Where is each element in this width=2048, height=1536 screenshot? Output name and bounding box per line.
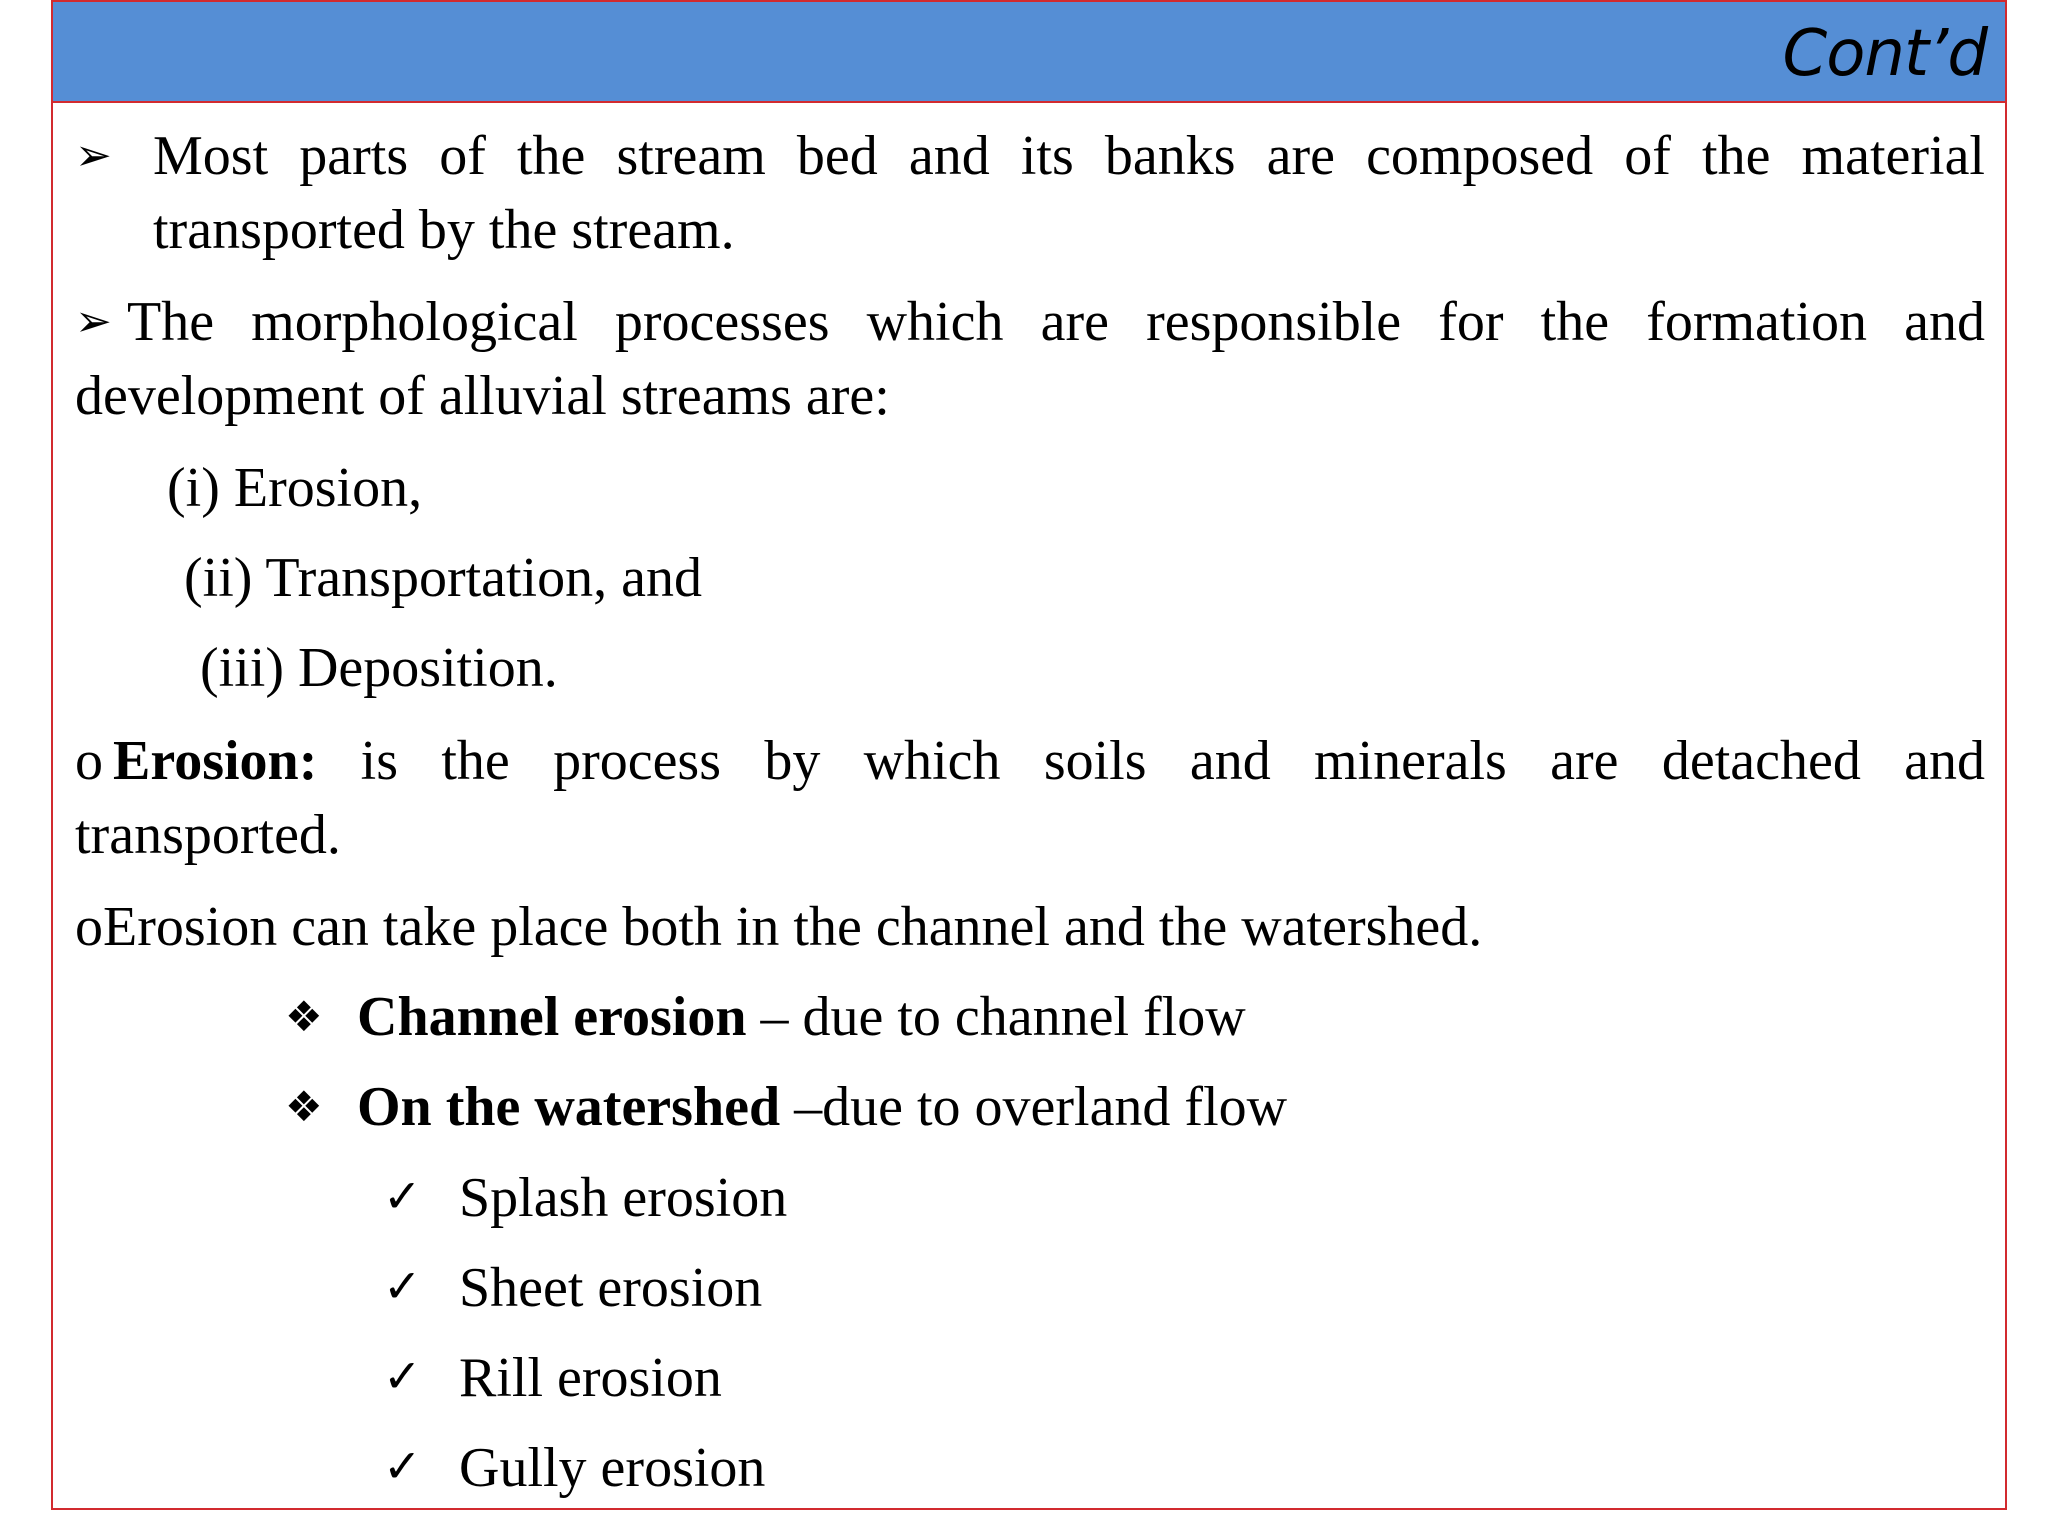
slide-content bbox=[53, 2, 2005, 1508]
erosion-type-term: Channel erosion bbox=[357, 986, 747, 1048]
erosion-definition-line-2: transported. bbox=[75, 804, 341, 866]
paragraph-2-line-1: The morphological processes which are responsible for the formation and bbox=[127, 291, 1985, 353]
diamond-bullet-icon: ❖ bbox=[285, 992, 323, 1041]
process-item: (i) Erosion, bbox=[167, 457, 423, 519]
watershed-erosion-label: Gully erosion bbox=[459, 1437, 766, 1499]
erosion-definition-text: is the process by which soils and minerals are detached and bbox=[317, 730, 1985, 792]
paragraph-2-line-2: development of alluvial streams are: bbox=[75, 365, 890, 427]
watershed-erosion-label: Sheet erosion bbox=[459, 1257, 763, 1319]
paragraph-1-line-1: Most parts of the stream bed and its banks are composed of the material bbox=[153, 125, 1985, 187]
check-bullet-icon: ✓ bbox=[383, 1439, 422, 1493]
check-bullet-icon: ✓ bbox=[383, 1349, 422, 1403]
paragraph-1-line-2: transported by the stream. bbox=[153, 199, 735, 261]
slide bbox=[51, 0, 2007, 1510]
process-item: (iii) Deposition. bbox=[200, 637, 558, 699]
erosion-type-text bbox=[357, 985, 1246, 1049]
erosion-location-row bbox=[75, 895, 1482, 959]
circle-bullet-icon: o bbox=[75, 896, 103, 958]
erosion-type-desc: –due to overland flow bbox=[780, 1076, 1288, 1138]
arrow-bullet-icon: ➢ bbox=[75, 130, 112, 181]
slide-title: Cont’d bbox=[1782, 17, 1987, 91]
erosion-type-term: On the watershed bbox=[357, 1076, 781, 1138]
erosion-type-desc: – due to channel flow bbox=[746, 986, 1246, 1048]
erosion-definition-line-1 bbox=[113, 729, 1985, 793]
erosion-location-text: Erosion can take place both in the channel and the watershed. bbox=[103, 896, 1483, 958]
diamond-bullet-icon: ❖ bbox=[285, 1082, 323, 1131]
watershed-erosion-label: Splash erosion bbox=[459, 1167, 788, 1229]
check-bullet-icon: ✓ bbox=[383, 1259, 422, 1313]
erosion-type-text bbox=[357, 1075, 1287, 1139]
process-item: (ii) Transportation, and bbox=[184, 547, 702, 609]
arrow-bullet-icon: ➢ bbox=[75, 296, 112, 347]
check-bullet-icon: ✓ bbox=[383, 1169, 422, 1223]
watershed-erosion-label: Rill erosion bbox=[459, 1347, 722, 1409]
erosion-term: Erosion: bbox=[113, 730, 318, 792]
circle-bullet-icon: o bbox=[75, 730, 103, 792]
